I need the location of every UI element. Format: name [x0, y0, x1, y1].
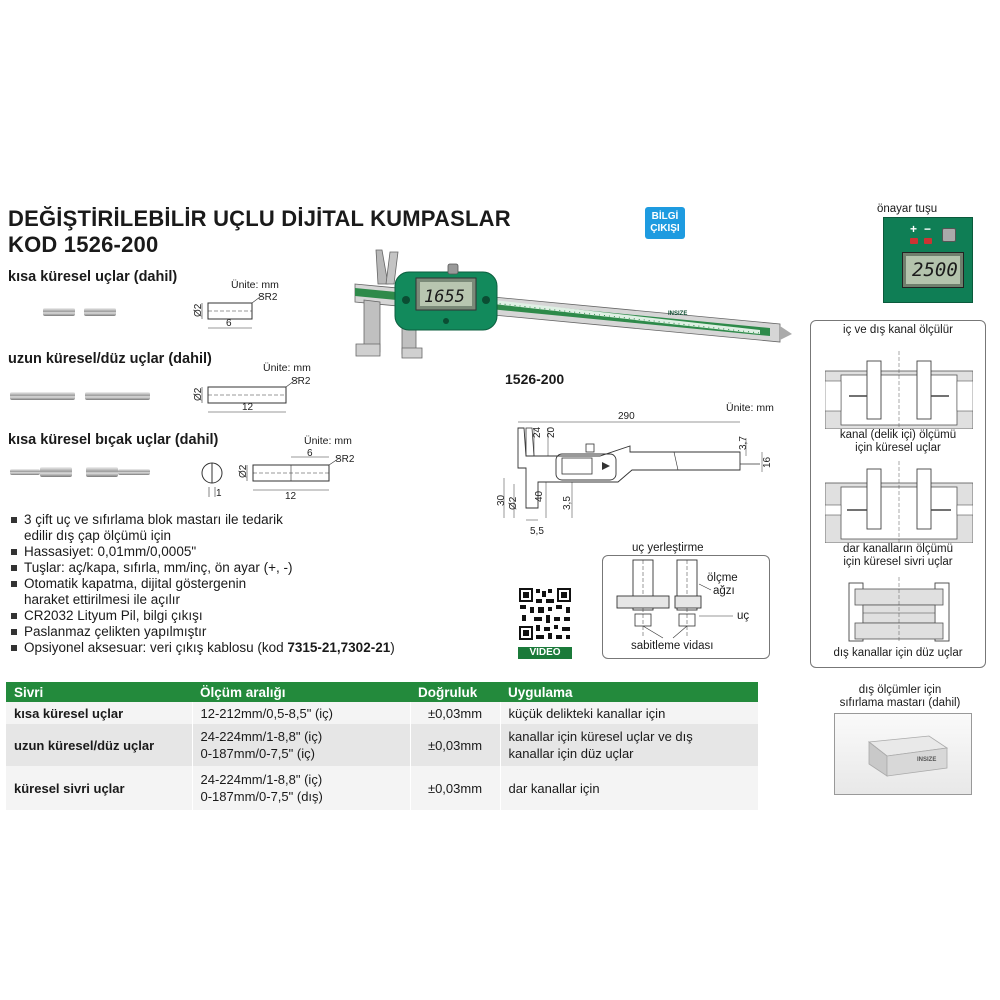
- dim-5-5: 5,5: [530, 526, 544, 537]
- dim-290: 290: [618, 411, 635, 422]
- caliper-dimension-drawing: [490, 408, 780, 543]
- groove-drawing-outer: [825, 577, 973, 643]
- unit-label-3: Ünite: mm: [304, 435, 352, 447]
- placement-diagram: [602, 555, 770, 659]
- model-number: 1526-200: [505, 371, 565, 387]
- data-output-badge: [645, 207, 685, 239]
- placement-label-screw: sabitleme vidası: [631, 640, 714, 652]
- dim-20: 20: [546, 426, 557, 438]
- dim-3-7: 3,7: [738, 436, 749, 450]
- product-code: KOD 1526-200: [8, 232, 159, 257]
- col-header-application: Uygulama: [500, 682, 758, 702]
- caliper-brand: INSIZE: [668, 311, 688, 317]
- preset-button-photo: [883, 217, 973, 303]
- dia-label-2: Ø2: [193, 387, 204, 401]
- length-label-2: 12: [242, 402, 254, 413]
- zero-block-graphic: [835, 714, 971, 794]
- badge-line2: ÇIKIŞI: [650, 223, 680, 234]
- tip-photo-long-ball-b: [85, 392, 150, 400]
- radius-label-3: SR2: [335, 454, 355, 465]
- caliper-display-value: 1655: [424, 287, 465, 307]
- dia-label-3: Ø2: [238, 464, 249, 478]
- feature-item-auto-off: Otomatik kapatma, dijital göstergenin haraket ettirilmesi ile açılır: [8, 576, 478, 608]
- unit-label-1: Ünite: mm: [231, 279, 279, 291]
- feature-item-optional-cable: Opsiyonel aksesuar: veri çıkış kablosu (kod 7315-21,7302-21): [8, 640, 478, 656]
- radius-label-2: SR2: [291, 376, 311, 387]
- long-ball-tips-heading: uzun küresel/düz uçlar (dahil): [8, 351, 212, 367]
- spec-table-header: [6, 682, 758, 702]
- placement-title: uç yerleştirme: [632, 542, 704, 554]
- badge-line1: BİLGİ: [651, 211, 679, 222]
- groove-drawing-inner: [825, 341, 973, 429]
- tip-photo-short-ball-a: [43, 308, 75, 316]
- table-row: kısa küresel uçlar 12-212mm/0,5-8,5" (iç) ±0,03mm küçük delikteki kanallar için: [6, 702, 758, 724]
- short-ball-tips-heading: kısa küresel uçlar (dahil): [8, 269, 178, 285]
- preset-display-value: 2500: [912, 259, 958, 281]
- page-title: DEĞİŞTİRİLEBİLİR UÇLU DİJİTAL KUMPASLAR: [8, 206, 511, 231]
- digital-caliper-photo: [350, 244, 795, 364]
- placement-label-tip: uç: [737, 610, 750, 622]
- zero-block-photo: [834, 713, 972, 795]
- groove-drawing-narrow: [825, 461, 973, 543]
- zero-block-brand: INSIZE: [917, 757, 937, 763]
- dim-40: 40: [534, 490, 545, 502]
- col-header-range: Ölçüm aralığı: [192, 682, 410, 702]
- dim-16: 16: [762, 456, 773, 468]
- dim-dia2: Ø2: [508, 496, 519, 510]
- tip-photo-short-ball-b: [84, 308, 116, 316]
- drawing-unit-label: Ünite: mm: [726, 402, 774, 414]
- tip-photo-long-ball-a: [10, 392, 75, 400]
- col-header-tip: Sivri: [6, 682, 192, 702]
- length-label-3: 12: [285, 491, 297, 499]
- dim-30: 30: [496, 494, 507, 506]
- groove-caption-1: kanal (delik içi) ölçümü için küresel uçlar: [839, 429, 957, 454]
- short-blade-tips-heading: kısa küresel bıçak uçlar (dahil): [8, 432, 219, 448]
- groove-caption-2: dar kanalların ölçümü için küresel sivri uçlar: [843, 543, 953, 568]
- dim-24: 24: [532, 426, 543, 438]
- placement-label-jaw-2: ağzı: [713, 585, 735, 597]
- feature-item-buttons: Tuşlar: aç/kapa, sıfırla, mm/inç, ön ayar (+, -): [8, 560, 478, 576]
- radius-label-1: SR2: [258, 292, 278, 303]
- dia-label-1: Ø2: [193, 303, 204, 317]
- minus-key-label: −: [924, 222, 932, 236]
- plus-key-label: +: [910, 222, 918, 236]
- groove-measurement-panel: [810, 320, 986, 668]
- col-header-accuracy: Doğruluk: [410, 682, 500, 702]
- short-blade-tip-drawing: [195, 447, 365, 499]
- feature-list: [8, 512, 478, 656]
- placement-label-jaw-1: ölçme: [707, 572, 738, 584]
- thickness-label: 1: [216, 488, 222, 499]
- unit-label-2: Ünite: mm: [263, 362, 311, 374]
- dim-3-5: 3,5: [562, 496, 573, 510]
- groove-caption-3: dış kanallar için düz uçlar: [833, 647, 963, 659]
- groove-heading: iç ve dış kanal ölçülür: [843, 324, 953, 336]
- qr-code-graphic: [518, 587, 572, 641]
- feature-item-accessories: 3 çift uç ve sıfırlama blok mastarı ile tedarik edilir dış çap ölçümü için: [8, 512, 478, 544]
- long-ball-tip-drawing: [190, 374, 325, 420]
- feature-item-material: Paslanmaz çelikten yapılmıştır: [8, 624, 478, 640]
- table-row: küresel sivri uçlar 24-224mm/1-8,8" (iç) 0-187mm/0-7,5" (dış) ±0,03mm dar kanallar için: [6, 766, 758, 810]
- table-row: uzun küresel/düz uçlar 24-224mm/1-8,8" (iç) 0-187mm/0-7,5" (iç) ±0,03mm kanallar için küresel uçlar ve dış kanallar için düz uçlar: [6, 724, 758, 766]
- length-label-1: 6: [226, 318, 232, 329]
- feature-item-battery: CR2032 Lityum Pil, bilgi çıkışı: [8, 608, 478, 624]
- tip-photo-short-blade: [10, 467, 150, 477]
- spec-table: [6, 682, 758, 810]
- short-ball-tip-drawing: [190, 290, 280, 336]
- qr-code[interactable]: [518, 587, 572, 658]
- zero-block-label: dış ölçümler için sıfırlama mastarı (dahil): [839, 684, 961, 709]
- feature-item-resolution: Hassasiyet: 0,01mm/0,0005": [8, 544, 478, 560]
- preset-label: önayar tuşu: [877, 203, 938, 215]
- length-top-label-3: 6: [307, 448, 313, 459]
- video-label: VIDEO: [518, 647, 572, 659]
